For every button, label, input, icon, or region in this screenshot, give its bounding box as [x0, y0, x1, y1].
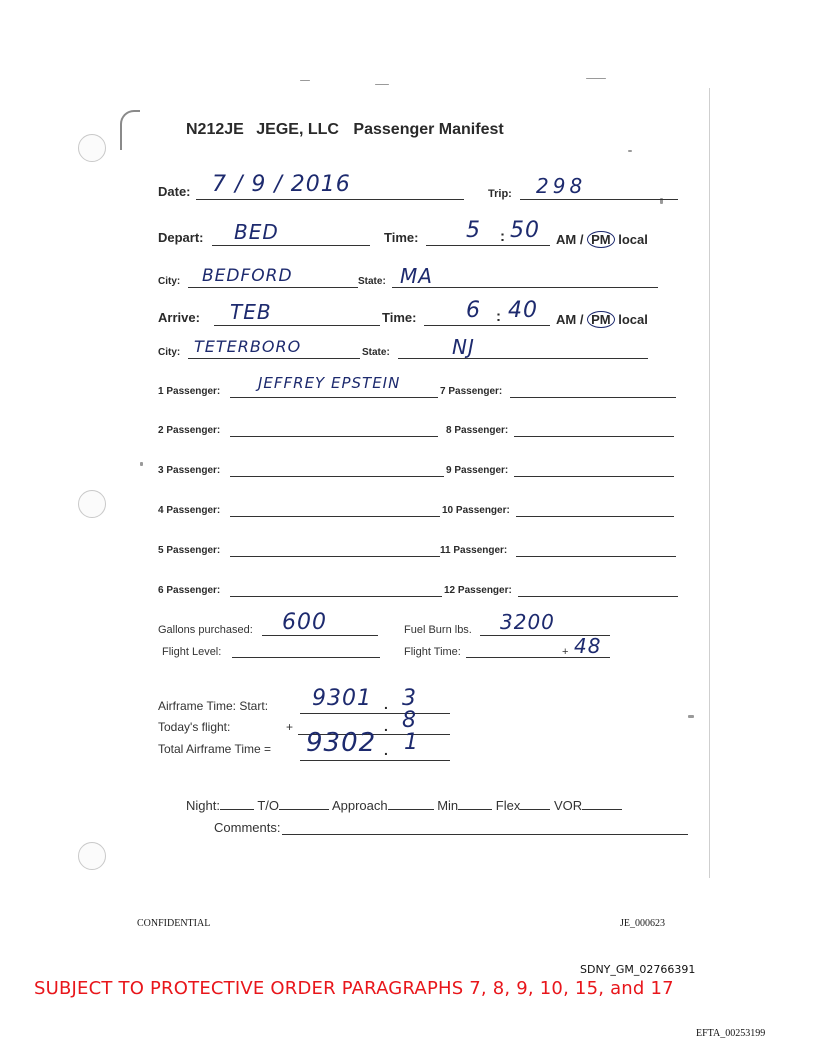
punch-hole-bottom	[78, 842, 106, 870]
passenger-12-line	[518, 596, 678, 597]
min-label: Min	[437, 798, 459, 813]
total-airframe-whole[interactable]: 9302	[306, 728, 377, 758]
total-airframe-line	[300, 760, 450, 761]
arrive-time-line	[424, 325, 550, 326]
page-right-edge	[709, 88, 710, 878]
date-line	[196, 199, 464, 200]
trip-value[interactable]: 298	[536, 174, 587, 198]
to-line	[279, 809, 329, 810]
total-airframe-dot: .	[384, 742, 388, 758]
arrive-time-label: Time:	[382, 310, 417, 325]
airframe-start-line	[300, 713, 450, 714]
depart-time-hour[interactable]: 5	[466, 218, 481, 243]
scan-speck	[688, 715, 694, 718]
arrive-pm-label[interactable]: PM	[587, 311, 615, 328]
depart-pm-label[interactable]: PM	[587, 231, 615, 248]
passenger-8-line	[514, 436, 674, 437]
approach-line	[388, 809, 434, 810]
sdny-bates-number: SDNY_GM_02766391	[580, 963, 696, 976]
arrive-state-label: State:	[362, 347, 390, 358]
depart-city-value[interactable]: BEDFORD	[202, 266, 293, 286]
arrive-city-label: City:	[158, 347, 181, 358]
depart-line	[212, 245, 370, 246]
gallons-purchased-line	[262, 635, 378, 636]
gallons-purchased-value[interactable]: 600	[282, 610, 327, 635]
arrive-value[interactable]: TEB	[230, 300, 272, 324]
passenger-4-line	[230, 516, 440, 517]
scan-speck	[586, 78, 606, 79]
todays-flight-dot: .	[384, 718, 388, 734]
passenger-2-label: 2 Passenger:	[158, 425, 221, 436]
passenger-11-line	[516, 556, 676, 557]
depart-time-colon: :	[500, 228, 505, 245]
depart-label: Depart:	[158, 230, 204, 245]
arrive-time-colon: :	[496, 308, 501, 325]
passenger-1-line	[230, 397, 438, 398]
night-row	[186, 798, 622, 813]
fuel-burn-value[interactable]: 3200	[500, 610, 555, 634]
passenger-9-label: 9 Passenger:	[446, 465, 509, 476]
arrive-am-label: AM /	[556, 312, 584, 327]
total-airframe-label: Total Airframe Time =	[158, 742, 272, 756]
todays-flight-tenth[interactable]: 8	[402, 708, 417, 733]
comments-label: Comments:	[214, 820, 281, 835]
passenger-5-label: 5 Passenger:	[158, 545, 221, 556]
flight-level-line	[232, 657, 380, 658]
gallons-purchased-label: Gallons purchased:	[158, 624, 253, 636]
depart-state-label: State:	[358, 276, 386, 287]
depart-local-label: local	[618, 232, 648, 247]
depart-am-pm-local	[556, 231, 648, 248]
depart-am-label: AM /	[556, 232, 584, 247]
arrive-label: Arrive:	[158, 310, 200, 325]
scan-speck	[140, 462, 143, 466]
depart-value[interactable]: BED	[234, 220, 279, 244]
date-value[interactable]: 7 / 9 / 2016	[212, 172, 351, 197]
je-bates-number: JE_000623	[620, 918, 665, 929]
arrive-city-line	[188, 358, 360, 359]
confidential-label: CONFIDENTIAL	[137, 918, 211, 929]
airframe-start-label: Airframe Time: Start:	[158, 699, 269, 713]
form-title: Passenger Manifest	[353, 121, 504, 138]
arrive-city-value[interactable]: TETERBORO	[194, 337, 302, 356]
passenger-1-label: 1 Passenger:	[158, 386, 221, 397]
passenger-10-line	[516, 516, 674, 517]
todays-flight-label: Today's flight:	[158, 720, 231, 734]
efta-number: EFTA_00253199	[696, 1028, 766, 1039]
flex-line	[520, 809, 550, 810]
passenger-11-label: 11 Passenger:	[440, 545, 508, 556]
date-label: Date:	[158, 184, 191, 199]
depart-time-label: Time:	[384, 230, 419, 245]
company-name: JEGE, LLC	[256, 121, 339, 138]
passenger-5-line	[230, 556, 440, 557]
form-header	[186, 121, 504, 139]
arrive-am-pm-local	[556, 311, 648, 328]
passenger-12-label: 12 Passenger:	[444, 585, 512, 596]
flex-label: Flex	[495, 798, 521, 813]
staple-mark	[120, 110, 140, 150]
protective-order-notice: SUBJECT TO PROTECTIVE ORDER PARAGRAPHS 7, 8, 9, 10, 15, and 17	[34, 978, 674, 999]
comments-line	[282, 834, 688, 835]
min-line	[458, 809, 492, 810]
arrive-line	[214, 325, 380, 326]
to-label: T/O	[257, 798, 280, 813]
night-line	[220, 809, 254, 810]
flight-level-label: Flight Level:	[162, 646, 222, 658]
arrive-state-line	[398, 358, 648, 359]
passenger-3-line	[230, 476, 444, 477]
passenger-6-label: 6 Passenger:	[158, 585, 221, 596]
airframe-start-whole[interactable]: 9301	[312, 686, 372, 711]
vor-label: VOR	[553, 798, 583, 813]
vor-line	[582, 809, 622, 810]
arrive-local-label: local	[618, 312, 648, 327]
punch-hole-middle	[78, 490, 106, 518]
todays-flight-plus: +	[286, 720, 294, 734]
scan-speck	[628, 150, 632, 152]
passenger-2-line	[230, 436, 438, 437]
passenger-3-label: 3 Passenger:	[158, 465, 221, 476]
approach-label: Approach	[331, 798, 388, 813]
flight-time-label: Flight Time:	[404, 646, 461, 658]
trip-label: Trip:	[488, 188, 512, 200]
passenger-1-value[interactable]: JEFFREY EPSTEIN	[258, 374, 401, 392]
airframe-start-dot: .	[384, 696, 388, 712]
depart-time-line	[426, 245, 550, 246]
scan-speck	[375, 84, 389, 85]
trip-line	[520, 199, 678, 200]
tail-number: N212JE	[186, 121, 244, 138]
passenger-6-line	[230, 596, 442, 597]
arrive-time-hour[interactable]: 6	[466, 298, 481, 323]
arrive-state-value[interactable]: NJ	[452, 335, 475, 359]
passenger-9-line	[514, 476, 674, 477]
total-airframe-tenth[interactable]: 1	[404, 730, 419, 755]
passenger-8-label: 8 Passenger:	[446, 425, 509, 436]
flight-time-value[interactable]: 48	[574, 634, 602, 658]
passenger-7-line	[510, 397, 676, 398]
depart-state-value[interactable]: MA	[400, 264, 433, 288]
flight-time-plus: +	[562, 646, 569, 658]
scan-speck	[300, 80, 310, 81]
passenger-10-label: 10 Passenger:	[442, 505, 510, 516]
arrive-time-minute[interactable]: 40	[508, 298, 538, 323]
depart-city-label: City:	[158, 276, 181, 287]
depart-time-minute[interactable]: 50	[510, 218, 540, 243]
passenger-4-label: 4 Passenger:	[158, 505, 221, 516]
night-label: Night:	[186, 798, 220, 813]
punch-hole-top	[78, 134, 106, 162]
passenger-7-label: 7 Passenger:	[440, 386, 503, 397]
airframe-start-tenth[interactable]: 3	[402, 686, 417, 711]
fuel-burn-label: Fuel Burn lbs.	[404, 624, 472, 636]
depart-city-line	[188, 287, 358, 288]
